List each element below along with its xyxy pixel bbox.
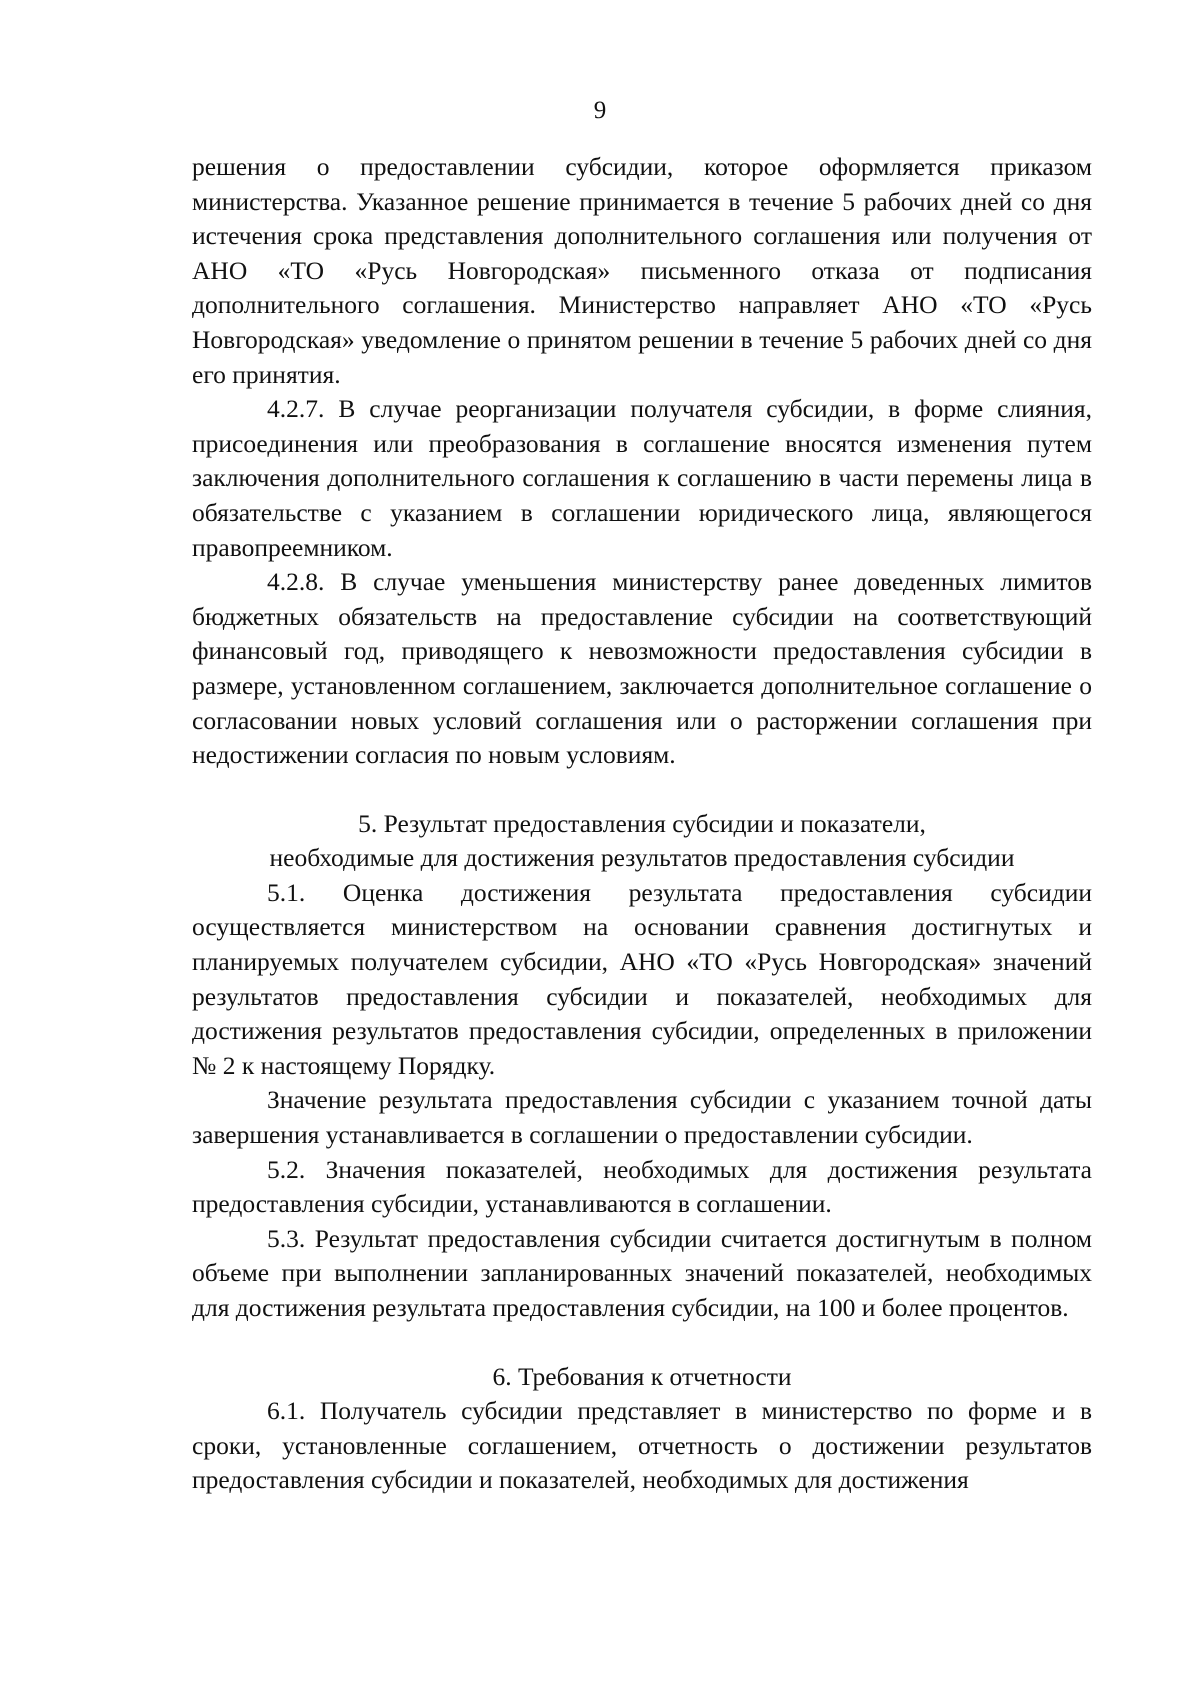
- paragraph-4-2-8: 4.2.8. В случае уменьшения министерству ранее доведенных лимитов бюджетных обязательств на предоставление субсидии на соответствующий финансовый год, приводящего к невозможности предоставления субсидии в размере, установленном соглашением, заключается дополнительное соглашение о согласовании новых условий соглашения или о расторжении соглашения при недостижении согласия по новым условиям.: [192, 567, 1092, 770]
- paragraph-5-3: 5.3. Результат предоставления субсидии считается достигнутым в полном объеме при выполнении запланированных значений показателей, необходимых для достижения результата предоставления субсидии, на 100 и более процентов.: [192, 1223, 1092, 1322]
- page-number: 9: [593, 97, 607, 124]
- section-5-heading-line-1: 5. Результат предоставления субсидии и показатели,: [358, 808, 926, 838]
- paragraph-5-1: 5.1. Оценка достижения результата предоставления субсидии осуществляется министерством на основании сравнения достигнутых и планируемых получателем субсидии, АНО «ТО «Русь Новгородская» значений результатов предоставления субсидии и показателей, необходимых для достижения результатов предоставления субсидии, определенных в приложении № 2 к настоящему Порядку.: [192, 877, 1092, 1080]
- paragraph-4-2-7: 4.2.7. В случае реорганизации получателя субсидии, в форме слияния, присоединения или преобразования в соглашение вносятся изменения путем заключения дополнительного соглашения к соглашению в части перемены лица в обязательстве с указанием в соглашении юридического лица, являющегося правопреемником.: [192, 394, 1092, 562]
- paragraph-5-1-value: Значение результата предоставления субсидии с указанием точной даты завершения устанавливается в соглашении о предоставлении субсидии.: [192, 1085, 1092, 1150]
- section-6-heading: 6. Требования к отчетности: [492, 1361, 792, 1391]
- paragraph-6-1: 6.1. Получатель субсидии представляет в министерство по форме и в сроки, установленные соглашением, отчетность о достижении результатов предоставления субсидии и показателей, необходимых для достижения: [192, 1396, 1092, 1495]
- document-body: [192, 150, 1092, 1498]
- paragraph-continuation: решения о предоставлении субсидии, которое оформляется приказом министерства. Указанное решение принимается в течение 5 рабочих дней со дня истечения срока представления дополнительного соглашения или получения от АНО «ТО «Русь Новгородская» письменного отказа от подписания дополнительного соглашения. Министерство направляет АНО «ТО «Русь Новгородская» уведомление о принятом решении в течение 5 рабочих дней со дня его принятия.: [192, 152, 1092, 389]
- paragraph-5-2: 5.2. Значения показателей, необходимых для достижения результата предоставления субсидии, устанавливаются в соглашении.: [192, 1154, 1092, 1219]
- section-5-heading-line-2: необходимые для достижения результатов предоставления субсидии: [269, 843, 1015, 873]
